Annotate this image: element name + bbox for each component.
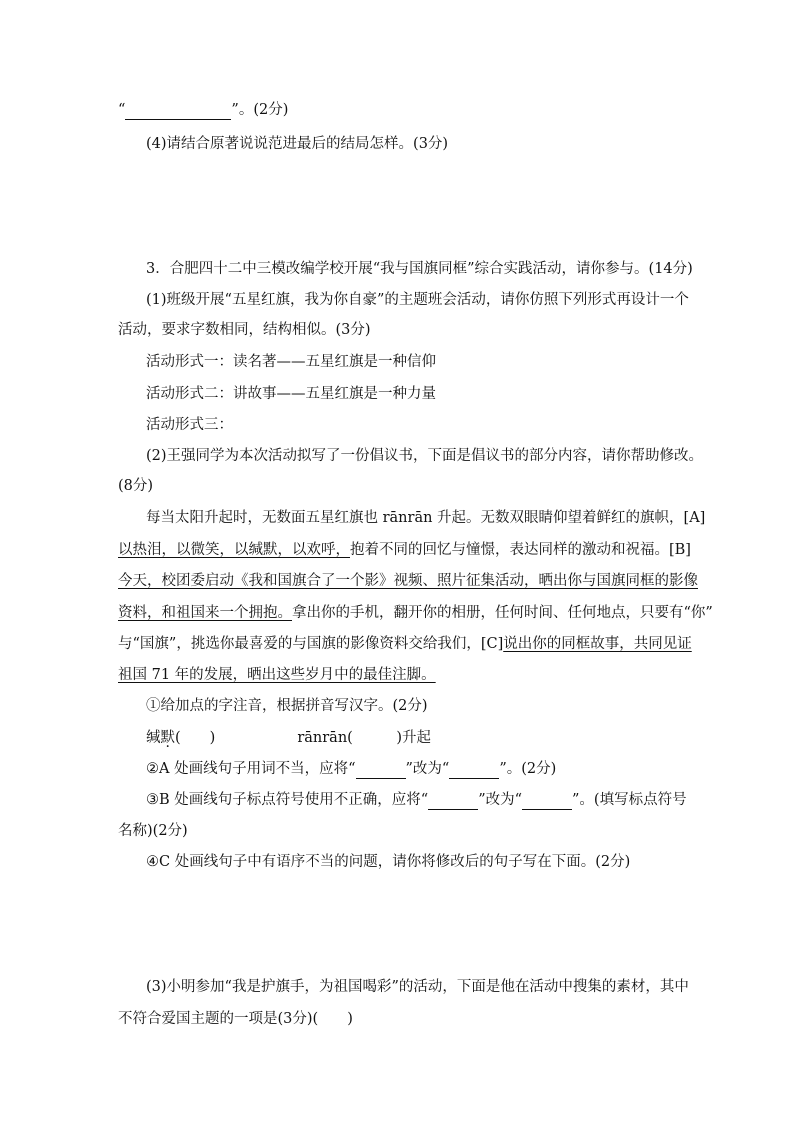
- fill-blank[interactable]: [428, 795, 478, 810]
- fill-blank[interactable]: [522, 795, 572, 810]
- underlined-sentence-a: 以热泪，以微笑，以缄默，以欢呼，: [118, 542, 350, 558]
- passage-line-3: [118, 571, 698, 591]
- underlined-sentence-b: 今天，校团委启动《我和国旗合了一个影》视频、照片征集活动，晒出你与国旗同框的影像: [118, 573, 698, 589]
- activity-form-2: 活动形式二：讲故事——五星红旗是一种力量: [146, 386, 436, 402]
- dotted-character: 默: [160, 730, 175, 746]
- question-2-4: (4)请结合原著说说范进最后的结局怎样。(3分): [146, 136, 449, 152]
- q3-part1-line2: 活动，要求字数相同，结构相似。(3分): [118, 322, 371, 338]
- question-3-title: 3．合肥四十二中三模改编学校开展“我与国旗同框”综合实践活动，请你参与。(14分): [146, 261, 693, 277]
- q3-part3-line1: (3)小明参加“我是护旗手，为祖国喝彩”的活动，下面是他在活动中搜集的素材，其中: [146, 979, 689, 995]
- sub-question-3: ③B 处画线句子标点符号使用不正确，应将“ ”改为“ ”。(填写标点符号: [146, 792, 687, 808]
- passage-line-4: 资料，和祖国来一个拥抱。拿出你的手机，翻开你的相册，任何时间、任何地点，只要有“你”: [118, 605, 713, 621]
- underlined-sentence-c: 说出你的同框故事，共同见证: [503, 636, 692, 652]
- q3-part2-line2: (8分): [118, 478, 154, 494]
- answer-blank-line: “ ”。(2分): [118, 102, 289, 118]
- q3-part2-line1: (2)王强同学为本次活动拟写了一份倡议书，下面是倡议书的部分内容，请你帮助修改。: [146, 448, 704, 464]
- pinyin-answer-slot[interactable]: ( ): [175, 730, 216, 746]
- hanzi-answer-slot[interactable]: rānrān( )升起: [297, 730, 431, 746]
- passage-line-2: 以热泪，以微笑，以缄默，以欢呼，抱着不同的回忆与憧憬，表达同样的激动和祝福。[B]: [118, 542, 691, 558]
- passage-line-5: 与“国旗”，挑选你最喜爱的与国旗的影像资料交给我们，[C]说出你的同框故事，共同见证: [118, 636, 692, 652]
- fill-blank[interactable]: [449, 764, 499, 779]
- fill-blank[interactable]: [356, 764, 406, 779]
- passage-line-6: [118, 665, 436, 685]
- activity-form-1: 活动形式一：读名著——五星红旗是一种信仰: [146, 354, 436, 370]
- sub-question-1: ①给加点的字注音，根据拼音写汉字。(2分): [146, 698, 428, 714]
- q3-part1-line1: (1)班级开展“五星红旗，我为你自豪”的主题班会活动，请你仿照下列形式再设计一个: [146, 292, 689, 308]
- sub-question-4: ④C 处画线句子中有语序不当的问题，请你将修改后的句子写在下面。(2分): [146, 854, 631, 870]
- fill-blank[interactable]: [125, 105, 231, 120]
- sub-question-3-line2: 名称)(2分): [118, 823, 188, 839]
- underlined-sentence-b-cont: 资料，和祖国来一个拥抱。: [118, 605, 292, 621]
- sub-question-2: ②A 处画线句子用词不当，应将“ ”改为“ ”。(2分): [146, 761, 557, 777]
- sub-question-1-items: 缄默( ) rānrān( )升起: [146, 730, 431, 746]
- underlined-sentence-c-cont: 祖国 71 年的发展，晒出这些岁月中的最佳注脚。: [118, 667, 436, 683]
- q3-part3-line2: 不符合爱国主题的一项是(3分)( ): [118, 1011, 353, 1027]
- activity-form-3: 活动形式三：: [146, 417, 233, 433]
- passage-line-1: 每当太阳升起时，无数面五星红旗也 rānrān 升起。无数双眼睛仰望着鲜红的旗帜，[A]: [146, 510, 706, 526]
